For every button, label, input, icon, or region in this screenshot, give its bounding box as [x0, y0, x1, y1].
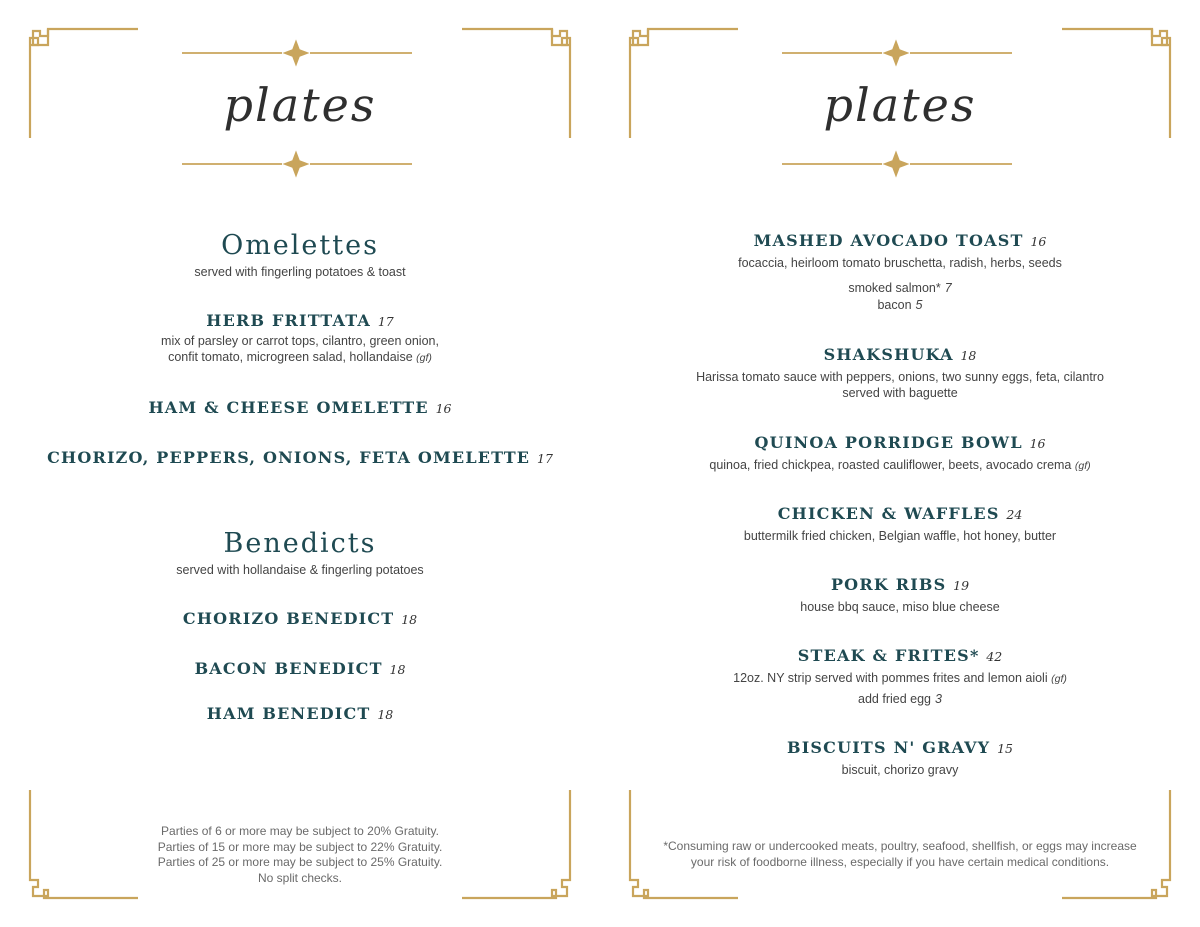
- item-price: 15: [997, 741, 1013, 756]
- item-description: served with baguette: [842, 386, 958, 400]
- item-price: 18: [389, 662, 406, 677]
- right-menu-page: [600, 0, 1200, 927]
- item-name: CHICKEN & WAFFLES: [777, 504, 1000, 523]
- item-price: 16: [1029, 436, 1046, 451]
- item-description: quinoa, fried chickpea, roasted cauliflower, beets, avocado crema: [709, 458, 1072, 472]
- item-description: buttermilk fried chicken, Belgian waffle, hot honey, butter: [743, 529, 1057, 543]
- add-on-option: smoked salmon* 7: [848, 281, 952, 295]
- menu-item: [600, 574, 1200, 615]
- item-description: 12oz. NY strip served with pommes frites and lemon aioli: [733, 671, 1048, 685]
- benedicts-section-title: Benedicts: [223, 528, 377, 559]
- menu-item: [600, 344, 1200, 401]
- item-price: 16: [435, 401, 452, 416]
- item-description: focaccia, heirloom tomato bruschetta, radish, herbs, seeds: [738, 256, 1062, 270]
- menu-item: [600, 503, 1200, 544]
- menu-item: [600, 645, 1200, 708]
- item-name: QUINOA PORRIDGE BOWL: [754, 433, 1023, 452]
- item-name: SHAKSHUKA: [823, 345, 954, 364]
- item-description: confit tomato, microgreen salad, hollandaise: [168, 350, 413, 364]
- item-name: CHORIZO BENEDICT: [182, 609, 395, 628]
- item-name: CHORIZO, PEPPERS, ONIONS, FETA OMELETTE: [47, 448, 531, 467]
- item-name: PORK RIBS: [830, 575, 947, 594]
- omelettes-subtitle: served with fingerling potatoes & toast: [194, 265, 406, 279]
- item-name: HAM & CHEESE OMELETTE: [148, 398, 429, 417]
- item-name: BISCUITS N' GRAVY: [787, 738, 991, 757]
- item-price: 17: [377, 314, 394, 329]
- item-price: 16: [1030, 234, 1047, 249]
- menu-item: [0, 608, 600, 631]
- item-name: STEAK & FRITES*: [797, 646, 980, 665]
- gluten-free-tag: (gf): [416, 352, 432, 364]
- gratuity-footnote: Parties of 6 or more may be subject to 20% Gratuity. Parties of 15 or more may be subject to 22% Gratuity. Parties of 25 or more may be subject to 25% Gratuity. No split checks.: [157, 824, 443, 885]
- menu-item: [600, 432, 1200, 474]
- item-price: 42: [986, 649, 1003, 664]
- omelettes-section-title: Omelettes: [221, 230, 379, 261]
- item-price: 17: [537, 451, 553, 466]
- item-name: HAM BENEDICT: [206, 704, 371, 723]
- gluten-free-tag: (gf): [1051, 673, 1067, 685]
- script-title: plates: [223, 78, 377, 132]
- add-on-option: bacon 5: [877, 298, 923, 312]
- add-on-option: add fried egg 3: [858, 692, 942, 706]
- item-name: BACON BENEDICT: [194, 659, 383, 678]
- benedicts-subtitle: served with hollandaise & fingerling potatoes: [176, 563, 424, 577]
- item-price: 18: [960, 348, 977, 363]
- item-description: house bbq sauce, miso blue cheese: [800, 600, 1000, 614]
- script-title: plates: [823, 78, 977, 132]
- menu-item: [0, 658, 600, 681]
- item-price: 24: [1006, 507, 1023, 522]
- menu-item: [600, 737, 1200, 778]
- menu-item: [0, 397, 600, 420]
- item-description: mix of parsley or carrot tops, cilantro, green onion,: [161, 334, 439, 348]
- item-name: HERB FRITTATA: [206, 311, 372, 330]
- menu-item: [0, 310, 600, 366]
- menu-item: [0, 447, 600, 470]
- item-price: 19: [953, 578, 970, 593]
- item-description: Harissa tomato sauce with peppers, onions, two sunny eggs, feta, cilantro: [696, 370, 1104, 384]
- food-safety-footnote: *Consuming raw or undercooked meats, poultry, seafood, shellfish, or eggs may increase your risk of foodborne illness, especially if you have certain medical conditions.: [663, 839, 1137, 869]
- item-price: 18: [401, 612, 418, 627]
- item-price: 18: [377, 707, 394, 722]
- menu-item: [600, 230, 1200, 314]
- item-description: biscuit, chorizo gravy: [841, 763, 959, 777]
- gluten-free-tag: (gf): [1074, 460, 1091, 472]
- menu-item: [0, 703, 600, 726]
- item-name: MASHED AVOCADO TOAST: [753, 231, 1024, 250]
